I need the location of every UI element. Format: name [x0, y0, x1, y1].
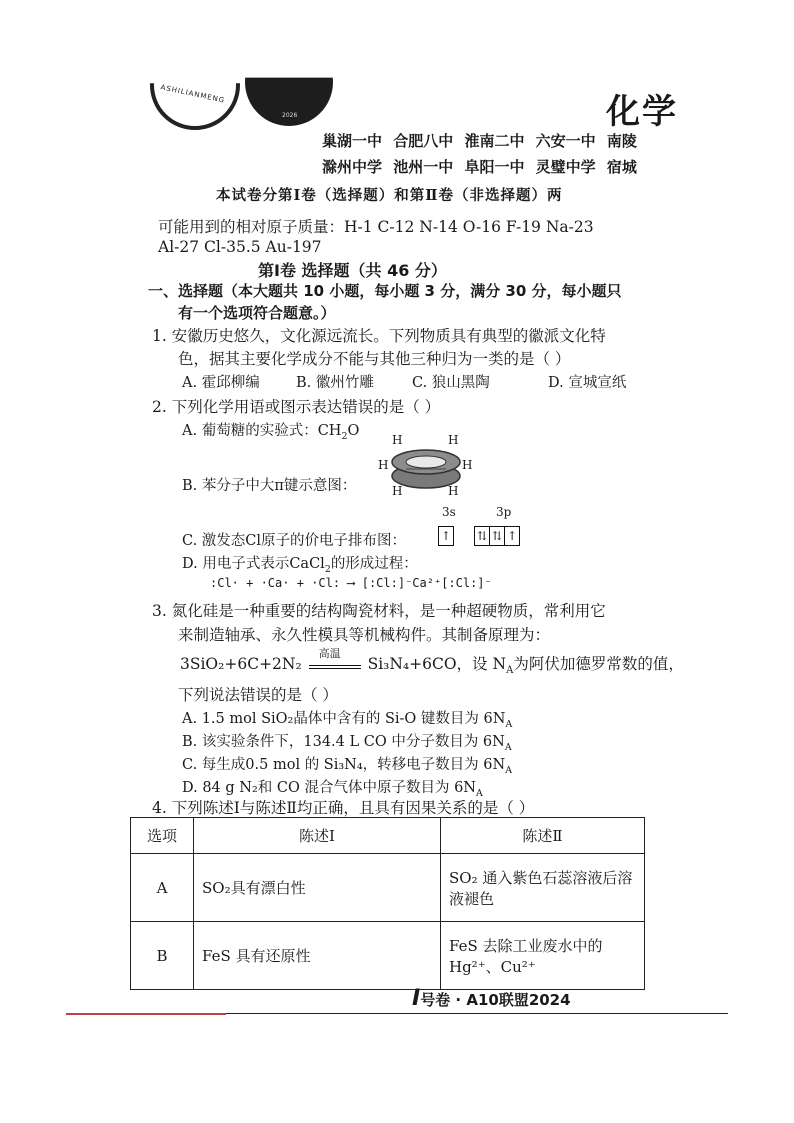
- q3-option-c: C. 每生成0.5 mol 的 Si₃N₄，转移电子数目为 $6N_A$: [182, 757, 513, 776]
- h-atom: H: [392, 484, 403, 498]
- orbital-diagram: [438, 525, 520, 546]
- q2-option-d: D. 用电子式表示CaCl$_2$的形成过程：: [182, 556, 418, 575]
- q1-line-2: 色，据其主要化学成分不能与其他三种归为一类的是（ ）: [178, 350, 571, 368]
- table-cell: SO₂具有漂白性: [194, 854, 441, 922]
- q2-option-a: A. 葡萄糖的实验式：$CH_2O$: [182, 423, 360, 442]
- table-cell: SO₂ 通入紫色石蕊溶液后溶液褪色: [441, 854, 645, 922]
- orbital-box-3p: ⇅: [474, 526, 490, 546]
- equation-condition: 高温: [318, 647, 341, 660]
- orbital-box-3s: ↑: [438, 526, 454, 546]
- subject-title: 化学: [606, 92, 678, 132]
- footer-accent: [66, 1013, 226, 1015]
- footer-logo-mark: I: [412, 986, 421, 1011]
- h-atom: H: [448, 484, 459, 498]
- q1-option-d: D. 宣城宣纸: [548, 375, 627, 391]
- part-1-line-2: 有一个选项符合题意。）: [178, 304, 336, 322]
- q3-option-d: D. 84 g N₂和 CO 混合气体中原子数目为 $6N_A$: [182, 780, 483, 799]
- q3-option-b: B. 该实验条件下，134.4 L CO 中分子数目为 $6N_A$: [182, 734, 512, 753]
- schools-line-2: 滁州中学 池州一中 阜阳一中 灵璧中学 宿城: [322, 158, 637, 176]
- h-atom: H: [378, 458, 389, 472]
- part-1-line-1: 一、选择题（本大题共 10 小题，每小题 3 分，满分 30 分，每小题只: [148, 282, 622, 300]
- seal-right-text: 2026: [282, 112, 298, 119]
- q4-stem: 4. 下列陈述Ⅰ与陈述Ⅱ均正确，且具有因果关系的是（ ）: [152, 799, 535, 817]
- table-cell: A: [131, 854, 194, 922]
- q3-option-a: A. 1.5 mol SiO₂晶体中含有的 Si-O 键数目为 $6N_A$: [182, 711, 513, 730]
- schools-line-1: 巢湖一中 合肥八中 淮南二中 六安一中 南陵: [322, 132, 637, 150]
- atomic-masses-line-1: 可能用到的相对原子质量：H-1 C-12 N-14 O-16 F-19 Na-23: [158, 218, 594, 236]
- q3-equation: 3SiO₂+6C+2N₂ 高温 Si₃N₄+6CO，设 $N_A$为阿伏加德罗常数的值，: [180, 647, 684, 677]
- orbital-label-3s: 3s: [442, 505, 456, 519]
- orbital-box-3p: ↑: [505, 526, 520, 546]
- h-atom: H: [462, 458, 473, 472]
- table-header: 陈述Ⅱ: [441, 818, 645, 854]
- cacl2-electron-formula: :Cl· + ·Ca· + ·Cl: ⟶ [:Cl:]⁻Ca²⁺[:Cl:]⁻: [210, 576, 492, 590]
- q3-line-4: 下列说法错误的是（ ）: [178, 686, 338, 704]
- table-cell: FeS 去除工业废水中的 Hg²⁺、Cu²⁺: [441, 922, 645, 990]
- atomic-masses-line-2: Al-27 Cl-35.5 Au-197: [158, 238, 322, 256]
- h-atom: H: [392, 433, 403, 447]
- orbital-label-3p: 3p: [496, 505, 512, 519]
- section-1-title: 第Ⅰ卷 选择题（共 46 分）: [258, 261, 447, 280]
- table-row: [131, 922, 645, 990]
- q1-line-1: 1. 安徽历史悠久，文化源远流长。下列物质具有典型的徽派文化特: [152, 327, 606, 345]
- table-cell: FeS 具有还原性: [194, 922, 441, 990]
- seal-left-text: ASHILIANMENG: [159, 83, 226, 105]
- table-row: [131, 854, 645, 922]
- table-cell: B: [131, 922, 194, 990]
- exam-note: 本试卷分第Ⅰ卷（选择题）和第Ⅱ卷（非选择题）两: [216, 187, 563, 204]
- q1-option-b: B. 徽州竹雕: [296, 375, 374, 391]
- table-header: 选项: [131, 818, 194, 854]
- benzene-pi-bond-diagram: [376, 432, 476, 502]
- table-header: 陈述Ⅰ: [194, 818, 441, 854]
- q4-table: [130, 817, 645, 990]
- q3-line-1: 3. 氮化硅是一种重要的结构陶瓷材料，是一种超硬物质，常利用它: [152, 602, 606, 620]
- q3-line-2: 来制造轴承、永久性模具等机械构件。其制备原理为：: [178, 626, 551, 644]
- q2-stem: 2. 下列化学用语或图示表达错误的是（ ）: [152, 398, 441, 416]
- h-atom: H: [448, 433, 459, 447]
- q1-option-a: A. 霍邱柳编: [182, 375, 260, 391]
- q1-option-c: C. 狼山黑陶: [412, 375, 490, 391]
- orbital-box-3p: ⇅: [490, 526, 505, 546]
- q2-option-b: B. 苯分子中大π键示意图：: [182, 478, 357, 494]
- footer-text: I号卷 · A10联盟2024: [412, 986, 571, 1011]
- table-header-row: [131, 818, 645, 854]
- q2-option-c: C. 激发态Cl原子的价电子排布图：: [182, 533, 407, 549]
